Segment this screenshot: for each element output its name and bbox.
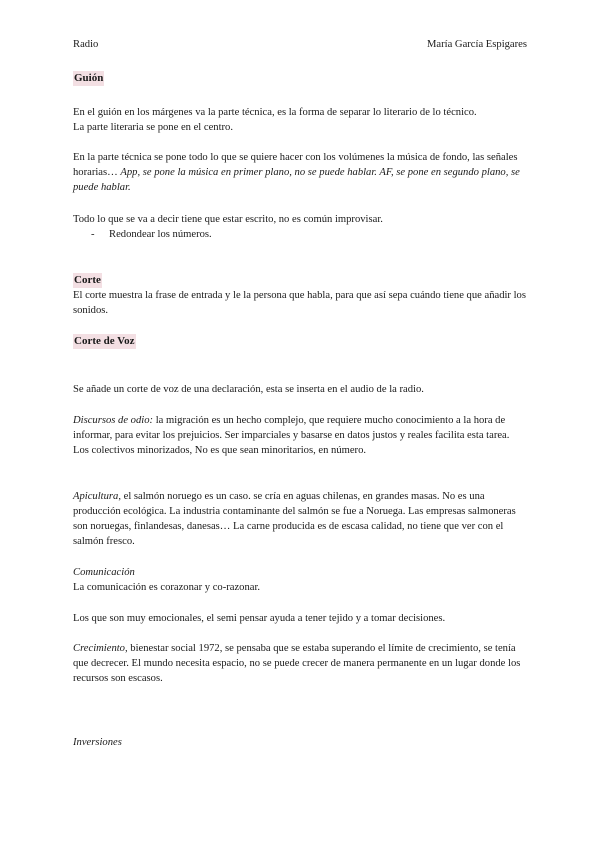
paragraph: [73, 413, 533, 443]
paragraph: [73, 489, 533, 549]
paragraph: [73, 641, 533, 686]
section-heading-corte-de-voz: Corte de Voz: [74, 335, 135, 347]
emocionales-paragraph: [73, 611, 533, 626]
corte-voz-paragraph-1: [73, 382, 533, 397]
paragraph-text: la migración es un hecho complejo, que requiere mucho conocimiento a la hora de informar, para evitar los prejuicios. Ser imparciales y basarse en datos justos y reales facilita esta tarea.: [73, 415, 510, 441]
paragraph: En el guión en los márgenes va la parte técnica, es la forma de separar lo literario de lo técnico.: [73, 107, 477, 118]
paragraph: Los colectivos minorizados, No es que sean minoritarios, en número.: [73, 445, 367, 456]
inversiones-label-block: [73, 735, 533, 750]
paragraph-text: bienestar social 1972, se pensaba que se estaba superando el límite de crecimiento, se tenía que decrecer. El mundo necesita espacio, no se puede crecer de manera permanente en un lugar donde los recursos son escasos.: [73, 643, 521, 684]
header-author: María García Espigares: [426, 39, 527, 50]
term-label: Comunicación: [73, 567, 135, 578]
corte-voz-heading-block: [73, 334, 533, 349]
paragraph-italic-text: App, se pone la música en primer plano, no se puede hablar. AF, se pone en segundo plano, se puede hablar.: [73, 167, 520, 193]
term-label: Discursos de odio:: [73, 415, 154, 426]
guion-heading-block: [73, 71, 533, 86]
discursos-paragraph: [73, 413, 533, 458]
crecimiento-paragraph: [73, 641, 533, 686]
comunicacion-paragraph: [73, 565, 533, 595]
term-label: Crecimiento,: [73, 643, 128, 654]
paragraph: La parte literaria se pone en el centro.: [73, 122, 233, 133]
list-item: [73, 227, 533, 242]
paragraph: Se añade un corte de voz de una declaración, esta se inserta en el audio de la radio.: [73, 384, 424, 395]
term-label: Apicultura: [73, 491, 119, 502]
paragraph: La comunicación es corazonar y co-razonar.: [73, 582, 261, 593]
list-item-text: Redondear los números.: [109, 229, 212, 240]
header-course: Radio: [73, 39, 99, 50]
term-label: Inversiones: [73, 737, 122, 748]
section-heading-guion: Guión: [74, 72, 104, 84]
section-heading-corte: Corte: [74, 274, 101, 286]
corte-section: [73, 273, 533, 318]
guion-paragraph-3: [73, 212, 533, 242]
paragraph: Todo lo que se va a decir tiene que estar escrito, no es común improvisar.: [73, 214, 383, 225]
paragraph-text: , el salmón noruego es un caso. se cría en aguas chilenas, en grandes masas. No es una producción ecológica. La industria contaminante del salmón se fue a Noruega. Las empresas salmoneras son noruegas, finlandesas, danesas… La carne producida es de escasa calidad, no tiene que ver con el salmón fresco.: [73, 491, 516, 547]
paragraph: [73, 150, 533, 195]
apicultura-paragraph: [73, 489, 533, 549]
paragraph: El corte muestra la frase de entrada y le la persona que habla, para que así sepa cuándo tiene que añadir los sonidos.: [73, 290, 526, 316]
guion-paragraph-1: [73, 105, 533, 135]
guion-paragraph-2: [73, 150, 533, 195]
paragraph-text: En la parte técnica se pone todo lo que se quiere hacer con los volúmenes la música de fondo, las señales horarias…: [73, 152, 518, 178]
paragraph: Los que son muy emocionales, el semi pensar ayuda a tener tejido y a tomar decisiones.: [73, 613, 446, 624]
bullet-dash: -: [91, 229, 95, 240]
